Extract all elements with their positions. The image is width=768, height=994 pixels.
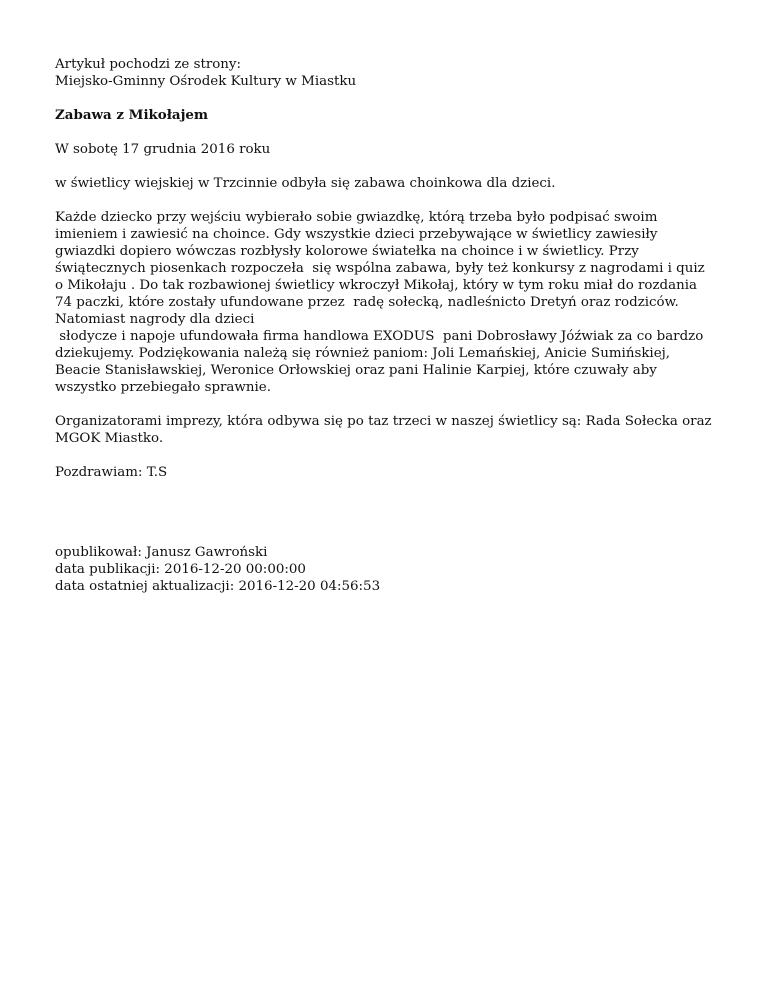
publication-meta: [55, 544, 715, 595]
document-page: [55, 56, 715, 595]
article-paragraph-body: Każde dziecko przy wejściu wybierało sobie gwiazdkę, którą trzeba było podpisać swoim imieniem i zawiesić na choince. Gdy wszystkie dzieci przebywające w świetlicy zawiesiły gwiazdki dopiero wówczas rozbłysły kolorowe światełka na choince i w świetlicy. Przy świątecznych piosenkach rozpoczeła się wspólna zabawa, były też konkursy z nagrodami i quiz o Mikołaju . Do tak rozbawionej świetlicy wkroczył Mikołaj, który w tym roku miał do rozdania 74 paczki, które zostały ufundowane przez radę sołecką, nadleśnicto Dretyń oraz rodziców. Natomiast nagrody dla dzieci słodycze i napoje ufundowała firma handlowa EXODUS pani Dobrosławy Jóźwiak za co bardzo dziekujemy. Podziękowania należą się również paniom: Joli Lemańskiej, Anicie Sumińskiej, Beacie Stanisławskiej, Weronice Orłowskiej oraz pani Halinie Karpiej, które czuwały aby wszystko przebiegało sprawnie.: [55, 210, 705, 395]
article-paragraph-intro: w świetlicy wiejskiej w Trzcinnie odbyła się zabawa choinkowa dla dzieci.: [55, 176, 556, 191]
author-line: opublikował: Janusz Gawroński: [55, 545, 268, 560]
source-label: Artykuł pochodzi ze strony:: [55, 57, 241, 72]
spacer: [55, 498, 715, 544]
article-paragraph-greeting: Pozdrawiam: T.S: [55, 465, 168, 480]
source-site-name: Miejsko-Gminny Ośrodek Kultury w Miastku: [55, 74, 357, 89]
updated-date-line: data ostatniej aktualizacji: 2016-12-20 04:56:53: [55, 579, 381, 594]
published-date-line: data publikacji: 2016-12-20 00:00:00: [55, 562, 306, 577]
article-paragraph-organizers: Organizatorami imprezy, która odbywa się po taz trzeci w naszej świetlicy są: Rada Sołecka oraz MGOK Miastko.: [55, 414, 716, 446]
source-info: [55, 56, 715, 90]
article-paragraph-date: W sobotę 17 grudnia 2016 roku: [55, 142, 271, 157]
article-title: Zabawa z Mikołajem: [55, 107, 209, 123]
